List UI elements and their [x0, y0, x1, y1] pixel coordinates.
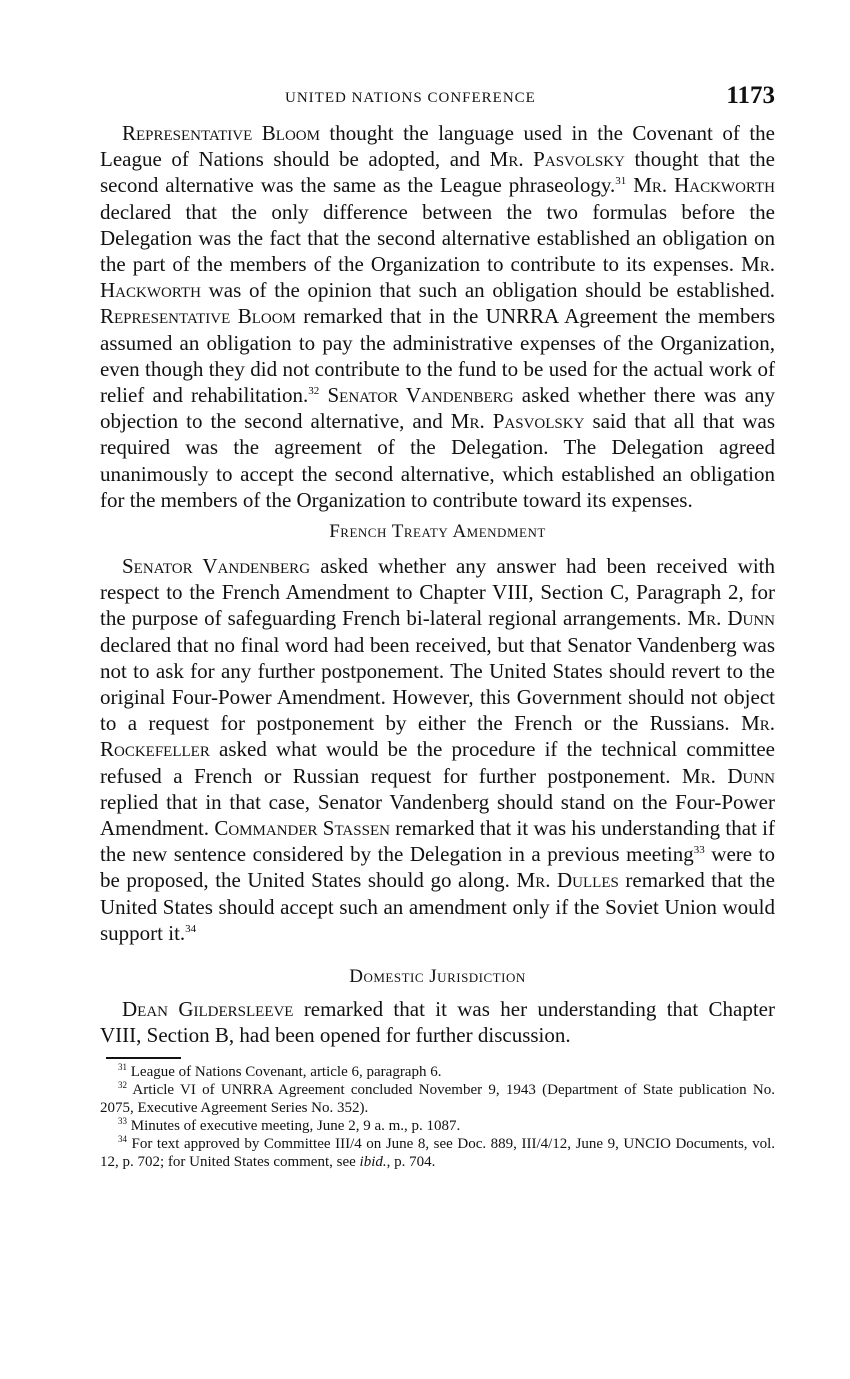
speaker-name: Mr. Hackworth [633, 173, 776, 198]
paragraph-delegation-expenses [100, 120, 775, 513]
speaker-name: Senator Vandenberg [122, 554, 311, 579]
document-page [100, 80, 775, 1171]
paragraph-text: remarked that in the UNRRA Agreement the members assumed an obligation to pay the administrative expenses of the Organization, even though they did not contribute to the fund to be used for the actual work of relief and rehabilitation. [100, 304, 775, 408]
paragraph-text: declared that the only difference between the two formulas before the Delegation was the fact that the second alternative established an obligation on the part of the members of the Organization to contribute to its expenses. [100, 199, 775, 277]
speaker-name: Mr. Rockefeller [100, 711, 775, 762]
footnote-ibid: ibid. [359, 1153, 387, 1170]
footnotes [100, 1063, 775, 1171]
footnote-number: 31 [118, 1061, 127, 1072]
footnote-text: For text approved by Committee III/4 on June 8, see Doc. 889, III/4/12, June 9, UNCIO Documents, vol. 12, p. 702; for United States comment, see [100, 1135, 775, 1170]
paragraph-french-amendment [100, 553, 775, 946]
paragraph-text: replied that in that case, Senator Vandenberg should stand on the Four-Power Amendment. [100, 789, 775, 841]
section-heading: Domestic Jurisdiction [349, 966, 526, 988]
footnote-33 [100, 1117, 775, 1135]
footnote-34 [100, 1135, 775, 1171]
speaker-name: Mr. Dunn [681, 763, 776, 788]
footnote-ref: 31 [615, 175, 627, 188]
paragraph-text: remarked that it was his understanding that if the new sentence considered by the Delegation in a previous meeting [100, 816, 776, 867]
paragraph-text: was of the opinion that such an obligation should be established. [200, 278, 775, 303]
speaker-name: Representative Bloom [122, 121, 320, 145]
speaker-name: Mr. Dulles [516, 868, 619, 893]
page-number: 1173 [726, 82, 775, 109]
footnote-number: 32 [118, 1079, 127, 1090]
footnote-text: , p. 704. [386, 1153, 436, 1170]
footnote-ref: 34 [185, 922, 197, 935]
paragraph-text: said that all that was required was the agreement of the Delegation. The Delegation agreed unanimously to accept the second alternative, which established an obligation for the members of the Organization to contribute toward its expenses. [100, 409, 775, 512]
footnote-ref: 33 [693, 844, 705, 857]
paragraph-domestic-jurisdiction [100, 996, 775, 1048]
running-head [100, 80, 775, 120]
speaker-name: Dean Gildersleeve [122, 997, 294, 1022]
footnote-text: Minutes of executive meeting, June 2, 9 a. m., p. 1087. [127, 1117, 461, 1134]
paragraph-text: remarked that the United States should accept such an amendment only if the Soviet Union would support it. [100, 868, 775, 945]
section-heading: French Treaty Amendment [329, 521, 546, 543]
speaker-name: Senator Vandenberg [327, 383, 514, 408]
footnote-divider [106, 1057, 181, 1059]
speaker-name: Mr. Dunn [687, 606, 776, 631]
paragraph-text: asked what would be the procedure if the technical committee refused a French or Russian request for further postponement. [100, 737, 775, 788]
footnote-number: 34 [118, 1133, 127, 1144]
paragraph-text: asked whether any answer had been received with respect to the French Amendment to Chapter VIII, Section C, Paragraph 2, for the purpose of safeguarding French bi-lateral regional arrangements. [100, 554, 776, 631]
paragraph-text: were to be proposed, the United States should go along. [100, 842, 775, 893]
footnote-31 [100, 1063, 775, 1081]
footnote-text: League of Nations Covenant, article 6, paragraph 6. [127, 1063, 442, 1080]
footnote-ref: 32 [308, 385, 320, 398]
speaker-name: Representative Bloom [100, 304, 296, 329]
speaker-name: Mr. Pasvolsky [450, 409, 585, 434]
paragraph-text: asked whether there was any objection to the second alternative, and [100, 383, 776, 434]
paragraph-text: thought that the second alternative was the same as the League phraseology. [100, 147, 775, 198]
paragraph-text: thought the language used in the Covenant of the League of Nations should be adopted, and [100, 121, 775, 172]
running-title: UNITED NATIONS CONFERENCE [285, 90, 536, 106]
footnote-32 [100, 1081, 775, 1117]
speaker-name: Mr. Hackworth [100, 252, 775, 303]
speaker-name: Mr. Pasvolsky [489, 147, 625, 172]
footnote-text: Article VI of UNRRA Agreement concluded November 9, 1943 (Department of State publication No. 2075, Executive Agreement Series No. 352). [100, 1081, 775, 1116]
paragraph-text: declared that no final word had been received, but that Senator Vandenberg was not to ask for any further postponement. The United States should revert to the original Four-Power Amendment. However, this Government should not object to a request for postponement by either the French or the Russians. [100, 632, 775, 736]
paragraph-text: remarked that it was her understanding that Chapter VIII, Section B, had been opened for further discussion. [100, 997, 775, 1048]
footnote-number: 33 [118, 1115, 127, 1126]
speaker-name: Commander Stassen [214, 816, 390, 841]
